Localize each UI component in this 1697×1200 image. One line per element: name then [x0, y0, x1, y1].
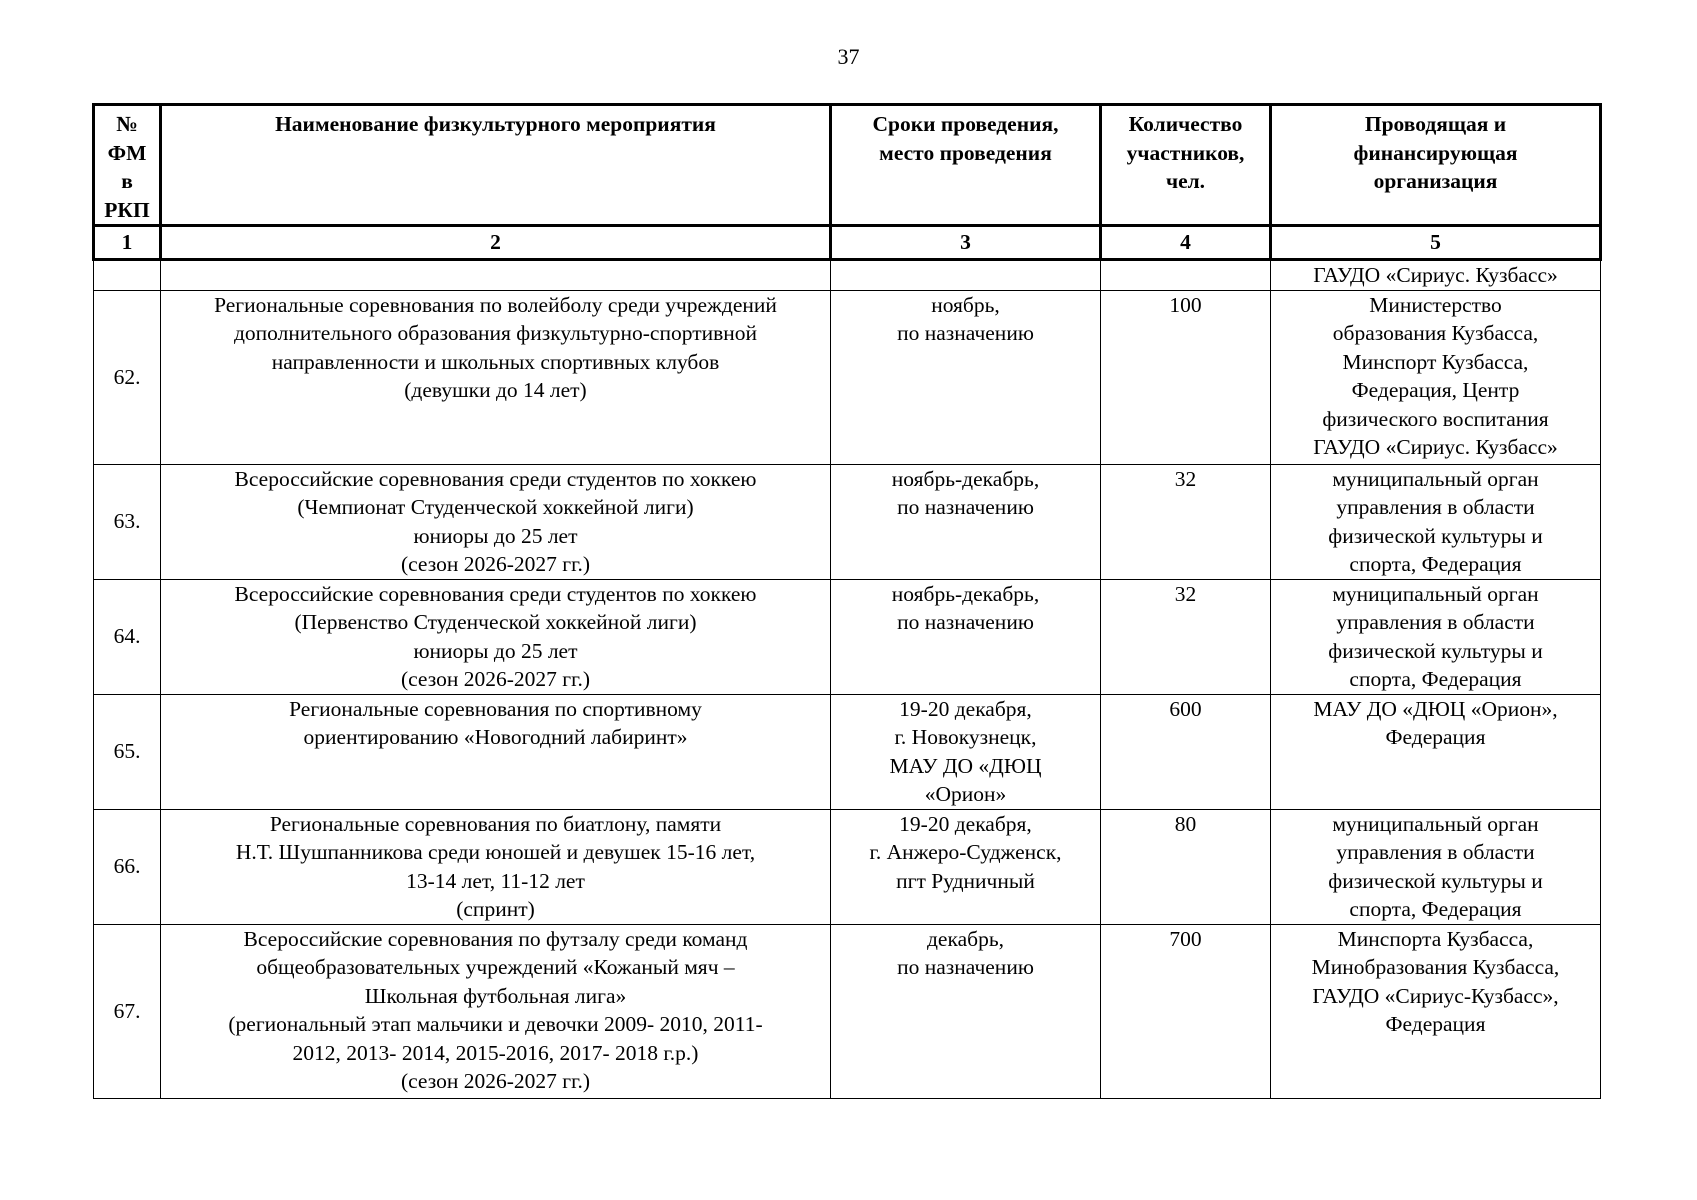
table-row: [94, 809, 1601, 924]
row-number-cell: 64.: [94, 579, 161, 694]
dates-cell: ноябрь-декабрь, по назначению: [831, 464, 1101, 579]
event-name-cell: Всероссийские соревнования по футзалу среди команд общеобразовательных учреждений «Кожаный мяч – Школьная футбольная лига» (региональный этап мальчики и девочки 2009- 2010, 2011- 2012, 2013- 2014, 2015-2016, 2017- 2018 г.р.) (сезон 2026-2027 гг.): [161, 924, 831, 1098]
organization-cell: муниципальный орган управления в области физической культуры и спорта, Федерация: [1271, 579, 1601, 694]
table-row: [94, 579, 1601, 694]
organization-cell: МАУ ДО «ДЮЦ «Орион», Федерация: [1271, 694, 1601, 809]
organization-cell: ГАУДО «Сириус. Кузбасс»: [1271, 260, 1601, 291]
header-cell-organization: Проводящая и финансирующая организация: [1271, 105, 1601, 226]
table-row: [94, 694, 1601, 809]
dates-cell: 19-20 декабря, г. Анжеро-Судженск, пгт Рудничный: [831, 809, 1101, 924]
event-name-cell: Региональные соревнования по биатлону, памяти Н.Т. Шушпанникова среди юношей и девушек 15-16 лет, 13-14 лет, 11-12 лет (спринт): [161, 809, 831, 924]
organization-cell: Минспорта Кузбасса, Минобразования Кузбасса, ГАУДО «Сириус-Кузбасс», Федерация: [1271, 924, 1601, 1098]
dates-cell: 19-20 декабря, г. Новокузнецк, МАУ ДО «ДЮЦ «Орион»: [831, 694, 1101, 809]
participants-cell: 32: [1101, 464, 1271, 579]
organization-cell: Министерство образования Кузбасса, Минспорт Кузбасса, Федерация, Центр физического воспитания ГАУДО «Сириус. Кузбасс»: [1271, 290, 1601, 464]
participants-cell: 32: [1101, 579, 1271, 694]
participants-cell: 700: [1101, 924, 1271, 1098]
row-number-cell: 62.: [94, 290, 161, 464]
organization-cell: муниципальный орган управления в области физической культуры и спорта, Федерация: [1271, 809, 1601, 924]
header-cell-dates-place: Сроки проведения, место проведения: [831, 105, 1101, 226]
event-name-cell: Региональные соревнования по спортивному ориентированию «Новогодний лабиринт»: [161, 694, 831, 809]
table-row: [94, 464, 1601, 579]
row-number-cell: 67.: [94, 924, 161, 1098]
participants-cell: 100: [1101, 290, 1271, 464]
dates-cell: декабрь, по назначению: [831, 924, 1101, 1098]
event-name-cell: [161, 260, 831, 291]
participants-cell: 80: [1101, 809, 1271, 924]
dates-cell: ноябрь, по назначению: [831, 290, 1101, 464]
table-header-row: [94, 105, 1601, 226]
column-number: 4: [1101, 226, 1271, 260]
header-cell-participants: Количество участников, чел.: [1101, 105, 1271, 226]
event-name-cell: Всероссийские соревнования среди студентов по хоккею (Первенство Студенческой хоккейной лиги) юниоры до 25 лет (сезон 2026-2027 гг.): [161, 579, 831, 694]
column-number: 3: [831, 226, 1101, 260]
event-name-cell: Всероссийские соревнования среди студентов по хоккею (Чемпионат Студенческой хоккейной лиги) юниоры до 25 лет (сезон 2026-2027 гг.): [161, 464, 831, 579]
table-row: [94, 924, 1601, 1098]
column-number: 2: [161, 226, 831, 260]
row-number-cell: 65.: [94, 694, 161, 809]
participants-cell: [1101, 260, 1271, 291]
column-number: 1: [94, 226, 161, 260]
participants-cell: 600: [1101, 694, 1271, 809]
event-name-cell: Региональные соревнования по волейболу среди учреждений дополнительного образования физкультурно-спортивной направленности и школьных спортивных клубов (девушки до 14 лет): [161, 290, 831, 464]
header-cell-event-name: Наименование физкультурного мероприятия: [161, 105, 831, 226]
row-number-cell: 63.: [94, 464, 161, 579]
organization-cell: муниципальный орган управления в области физической культуры и спорта, Федерация: [1271, 464, 1601, 579]
table-row: [94, 290, 1601, 464]
events-table: [92, 103, 1602, 1099]
table-row-continuation: [94, 260, 1601, 291]
page-number: 37: [837, 44, 860, 69]
column-numbers-row: [94, 226, 1601, 260]
column-number: 5: [1271, 226, 1601, 260]
row-number-cell: 66.: [94, 809, 161, 924]
header-cell-number: № ФМ в РКП: [94, 105, 161, 226]
dates-cell: ноябрь-декабрь, по назначению: [831, 579, 1101, 694]
dates-cell: [831, 260, 1101, 291]
row-number-cell: [94, 260, 161, 291]
